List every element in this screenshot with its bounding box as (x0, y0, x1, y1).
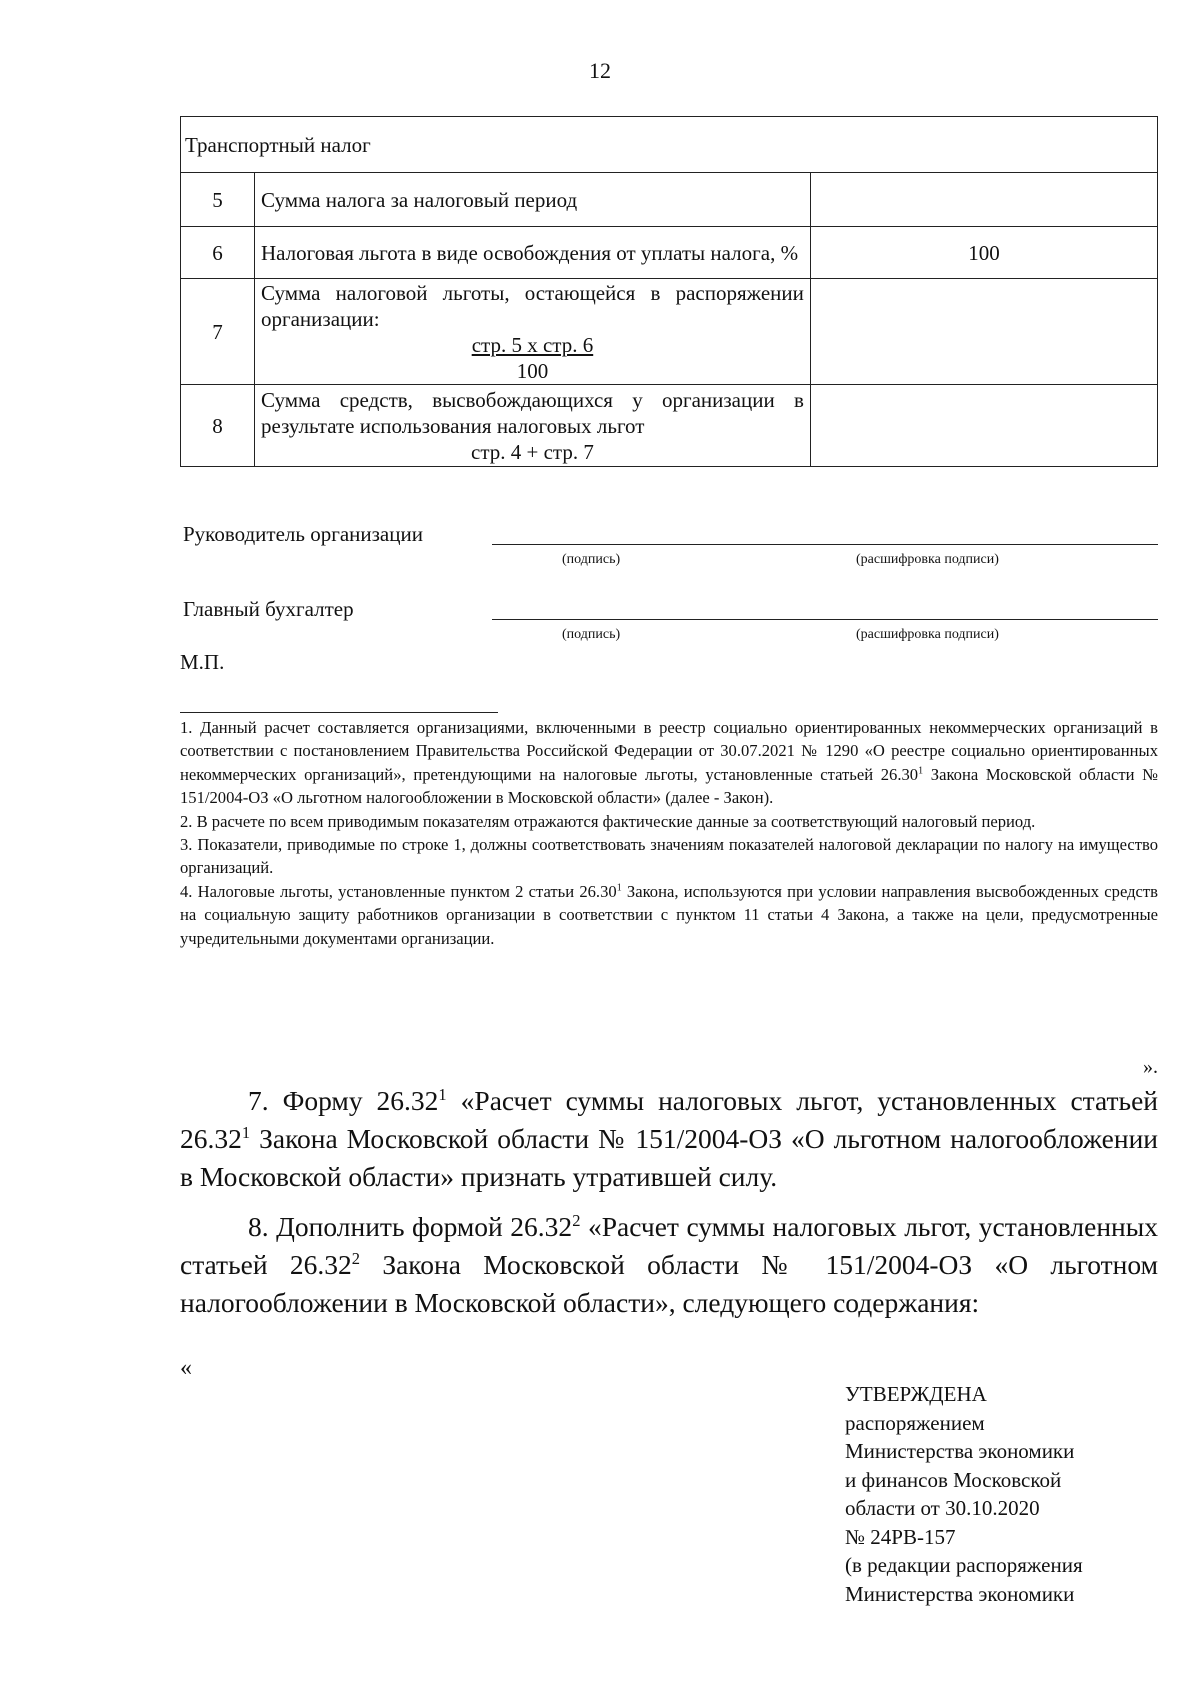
approval-line: и финансов Московской (845, 1467, 1062, 1492)
table-row (181, 173, 1158, 227)
row-name: Сумма налоговой льготы, остающейся в распоряжении организации: (261, 280, 804, 331)
head-signature-label: Руководитель организации (183, 522, 423, 546)
row-name: Сумма средств, высвобождающихся у организации в результате использования налоговых льгот (261, 387, 804, 438)
page-number: 12 (589, 58, 611, 83)
row-value (810, 279, 1157, 385)
tax-calculation-table (180, 116, 1158, 467)
approval-line: распоряжением (845, 1410, 985, 1435)
paragraph-7: 7. Форму 26.32$^1$ «Расчет суммы налоговых льгот, установленных статьей 26.32$^1$ Закона Московской области № 151/2004-ОЗ «О льготном налогообложении в Московской области» признать утратившей силу. (180, 1084, 1158, 1192)
approval-line: № 24РВ-157 (845, 1524, 956, 1549)
stamp-place: М.П. (180, 650, 225, 674)
row-number: 6 (181, 227, 255, 279)
footnotes (180, 716, 1158, 950)
head-signature-hint: (подпись) (562, 552, 621, 567)
table-row (181, 227, 1158, 279)
table-row (181, 385, 1158, 467)
accountant-signature-hint: (подпись) (562, 627, 621, 642)
row-name-cell (255, 279, 811, 385)
row-name: Сумма налога за налоговый период (255, 173, 811, 227)
accountant-signature-line (492, 619, 1158, 620)
body-text (180, 1082, 1158, 1334)
accountant-decoding-hint: (расшифровка подписи) (856, 627, 999, 642)
head-decoding-hint: (расшифровка подписи) (856, 552, 999, 567)
formula-denominator: 100 (516, 358, 549, 383)
formula: стр. 4 + стр. 7 (471, 439, 594, 464)
footnote-separator (180, 712, 498, 713)
row-number: 7 (181, 279, 255, 385)
section-title: Транспортный налог (181, 117, 1158, 173)
row-value (810, 173, 1157, 227)
approval-stamp (845, 1380, 1165, 1608)
accountant-signature-label: Главный бухгалтер (183, 597, 354, 621)
footnote-2: 2. В расчете по всем приводимым показателям отражаются фактические данные за соответствующий налоговый период. (180, 811, 1036, 831)
footnote-3: 3. Показатели, приводимые по строке 1, должны соответствовать значениям показателей налоговой декларации по налогу на имущество организаций. (180, 835, 1158, 878)
table-row (181, 279, 1158, 385)
approval-line: УТВЕРЖДЕНА (845, 1382, 987, 1406)
row-value: 100 (810, 227, 1157, 279)
table-section-row (181, 117, 1158, 173)
approval-line: Министерства экономики (845, 1439, 1075, 1463)
formula-numerator: стр. 5 х стр. 6 (471, 332, 594, 357)
row-number: 5 (181, 173, 255, 227)
row-number: 8 (181, 385, 255, 467)
open-quote: « (180, 1355, 192, 1381)
footnote-4: 4. Налоговые льготы, установленные пунктом 2 статьи 26.30$^1$ Закона, используются при условии направления высвобожденных средств на социальную защиту работников организации в соответствии с пунктом 11 статьи 4 Закона, а также на цели, предусмотренные учредительными документами организации. (180, 881, 1159, 948)
paragraph-8: 8. Дополнить формой 26.32$^2$ «Расчет суммы налоговых льгот, установленных статьей 26.32$^2$ Закона Московской области № 151/2004-ОЗ «О льготном налогообложении в Московской области», следующего содержания: (180, 1210, 1158, 1318)
approval-line: области от 30.10.2020 (845, 1496, 1040, 1520)
row-name-cell (255, 385, 811, 467)
closing-quote: ». (1143, 1056, 1158, 1078)
approval-line: Министерства экономики (845, 1581, 1075, 1606)
row-value (810, 385, 1157, 467)
row-name: Налоговая льгота в виде освобождения от уплаты налога, % (255, 227, 811, 279)
footnote-1: 1. Данный расчет составляется организациями, включенными в реестр социально ориентированных некоммерческих организаций в соответствии с постановлением Правительства Российской Федерации от 30.07.2021 № 1290 «О реестре социально ориентированных некоммерческих организаций», претендующими на налоговые льготы, установленные статьей 26.30$^1$ Закона Московской области № 151/2004-ОЗ «О льготном налогообложении в Московской области» (далее - Закон). (180, 718, 1158, 808)
head-signature-line (492, 544, 1158, 545)
approval-line: (в редакции распоряжения (845, 1553, 1083, 1577)
